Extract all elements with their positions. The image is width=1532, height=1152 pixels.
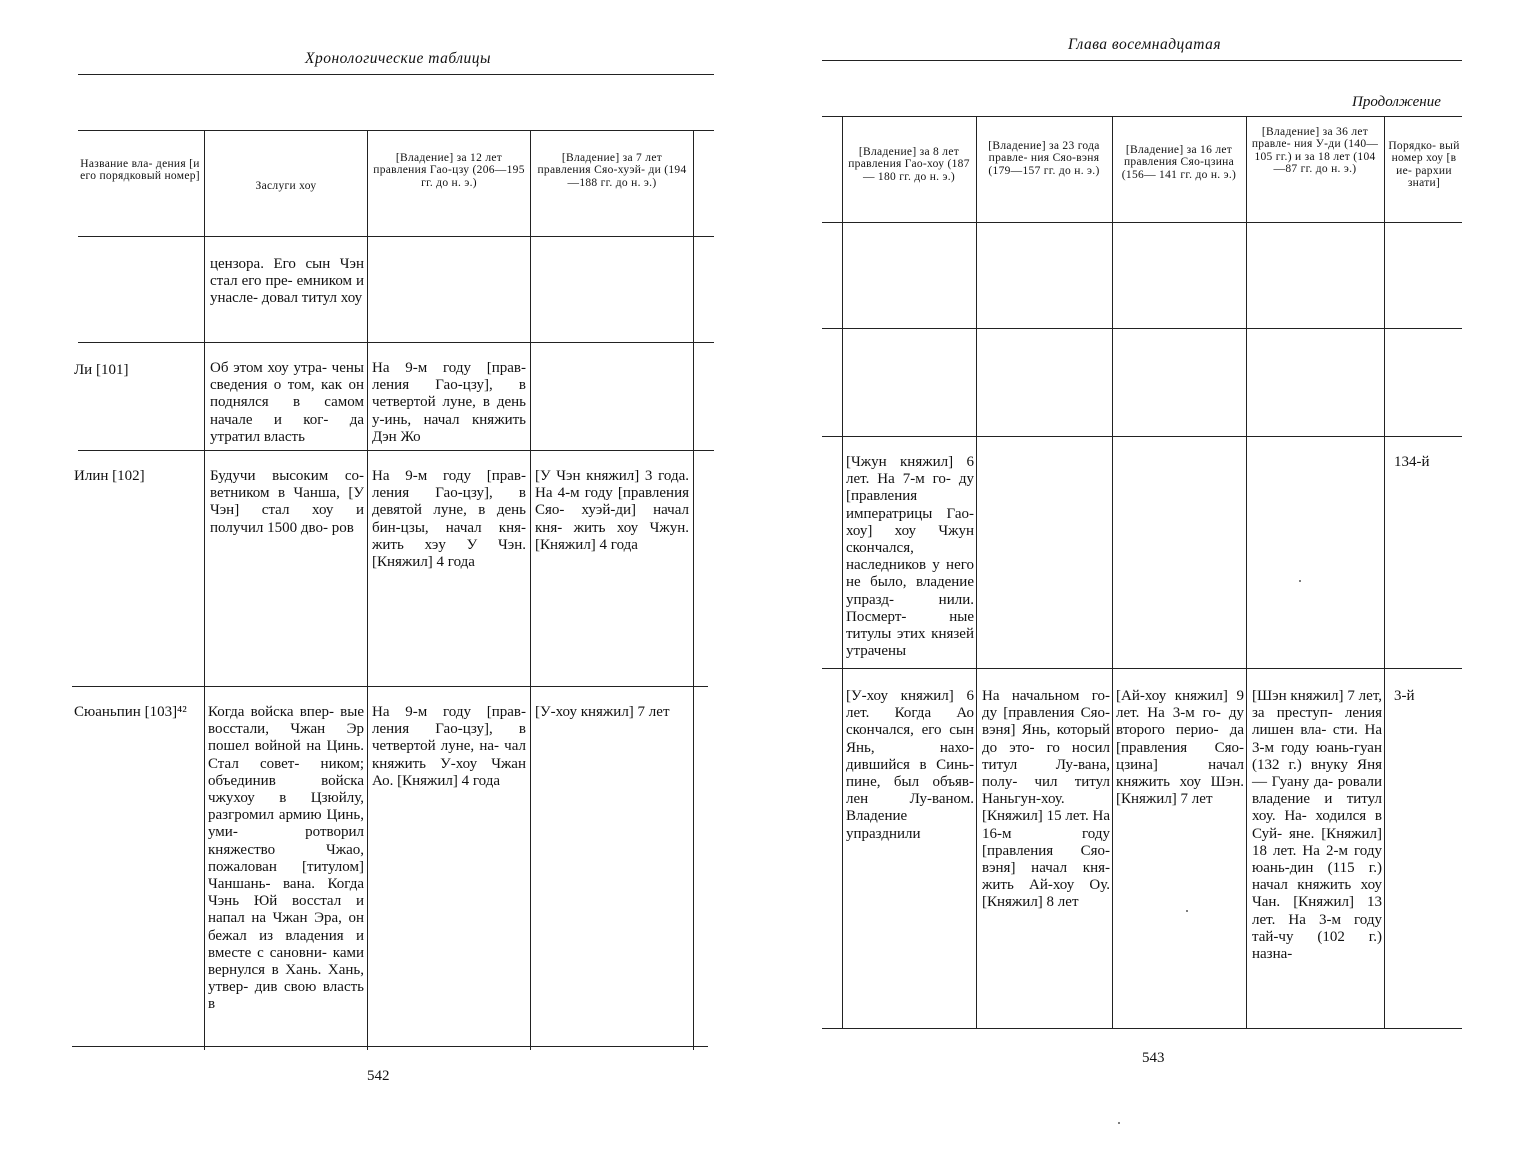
cell-gaohou-3: [У-хоу княжил] 6 лет. Когда Ао скончался, его сын Янь, нахо- дившийся в Синь- пине, был объяв- лен Лу-ваном. Владение упразднили [846, 688, 974, 842]
col-rule-right-4 [1384, 116, 1385, 1028]
header-xiaowen: [Владение] за 23 года правле- ния Сяо-вэня (179—157 гг. до н. э.) [988, 140, 1100, 177]
col-rule-right-1 [976, 116, 977, 1028]
page-number-right: 543 [1142, 1050, 1165, 1066]
cell-rank-2: 134-й [1394, 454, 1430, 470]
row-rule-left-3 [72, 686, 708, 687]
header-rule-left [78, 74, 714, 75]
running-head-right: Глава восемнадцатая [1068, 36, 1222, 53]
header-bottom-rule-left [78, 236, 714, 237]
row-rule-left-1 [78, 342, 714, 343]
col-rule-left-2 [367, 130, 368, 1050]
col-rule-left-1 [204, 130, 205, 1050]
cell-rank-3: 3-й [1394, 688, 1415, 704]
col-rule-left-3 [530, 130, 531, 1050]
header-gaohou: [Владение] за 8 лет правления Гао-хоу (187— 180 гг. до н. э.) [848, 146, 970, 183]
row-rule-right-1 [822, 328, 1462, 329]
row-rule-right-3 [822, 668, 1462, 669]
page-number-left: 542 [367, 1068, 390, 1084]
table-top-rule-right [822, 116, 1462, 117]
cell-xiaohuidi-3: [У-хоу княжил] 7 лет [535, 704, 670, 720]
cell-name-1: Ли [101] [74, 362, 129, 378]
header-merits: Заслуги хоу [255, 180, 317, 192]
table-bottom-rule-left [72, 1046, 708, 1047]
cell-gaozu-3: На 9-м году [прав- ления Гао-цзу], в четвертой луне, на- чал княжить У-хоу Чжан Ао. [Княжил] 4 года [372, 704, 526, 789]
cell-xiaojing-3: [Ай-хоу княжил] 9 лет. На 3-м го- ду второго перио- да [правления Сяо-цзина] начал княжить хоу Шэн. [Княжил] 7 лет [1116, 688, 1244, 808]
table-bottom-rule-right [822, 1028, 1462, 1029]
print-speck [1186, 910, 1188, 912]
header-xiaohuidi: [Владение] за 7 лет правления Сяо-хуэй- ди (194—188 гг. до н. э.) [537, 152, 687, 189]
header-rule-right [822, 60, 1462, 61]
cell-merits-1: Об этом хоу утра- чены сведения о том, как он поднялся в самом начале и ког- да утратил власть [210, 360, 364, 445]
row-rule-left-2 [78, 450, 714, 451]
header-xiaojing: [Владение] за 16 лет правления Сяо-цзина (156— 141 гг. до н. э.) [1121, 144, 1237, 181]
header-name: Название вла- дения [и его порядковый номер] [80, 158, 200, 183]
cell-merits-0: цензора. Его сын Чэн стал его пре- емником и унасле- довал титул хоу [210, 256, 364, 307]
col-rule-right-3 [1246, 116, 1247, 1028]
cell-merits-3: Когда войска впер- вые восстали, Чжан Эр пошел войной на Цинь. Стал совет- ником; объединив войска чжухоу в Цзюйлу, разгромил армию Цинь, уми- ротворил княжество Чжао, пожалован [титулом] Чаншань- вана. Когда Чэнь Юй восстал и напал на Чжан Эра, он бежал из владения и вместе с сановни- ками вернулся в Хань. Хань, утвер- див свою власть в [208, 704, 364, 1013]
col-rule-left-4 [693, 130, 694, 1050]
cell-gaozu-1: На 9-м году [прав- ления Гао-цзу], в четвертой луне, в день у-инь, начал княжить Дэн Жо [372, 360, 526, 445]
cell-name-3: Сюаньпин [103]⁴² [74, 704, 187, 720]
print-speck [1118, 1122, 1120, 1124]
continuation-label: Продолжение [1352, 94, 1441, 110]
right-page [766, 0, 1532, 1152]
header-wudi: [Владение] за 36 лет правле- ния У-ди (140—105 гг.) и за 18 лет (104—87 гг. до н. э.) [1251, 126, 1379, 176]
header-gaozu: [Владение] за 12 лет правления Гао-цзу (206—195 гг. до н. э.) [373, 152, 525, 189]
cell-merits-2: Будучи высоким со- ветником в Чанша, [У Чэн] стал хоу и получил 1500 дво- ров [210, 468, 364, 536]
cell-xiaohuidi-2: [У Чэн княжил] 3 года. На 4-м году [правления Сяо- хуэй-ди] начал кня- жить хоу Чжун. [Княжил] 4 года [535, 468, 689, 553]
header-bottom-rule-right [822, 222, 1462, 223]
row-rule-right-2 [822, 436, 1462, 437]
header-rank: Порядко- вый номер хоу [в ие- рархии знати] [1388, 140, 1460, 190]
cell-gaozu-2: На 9-м году [прав- ления Гао-цзу], в девятой луне, в день бин-цзы, начал кня- жить хэу У Чэн. [Княжил] 4 года [372, 468, 526, 571]
print-speck [1299, 580, 1301, 582]
cell-gaohou-2: [Чжун княжил] 6 лет. На 7-м го- ду [правления императрицы Гао-хоу] хоу Чжун скончался, наследников у него не было, владение упразд- нили. Посмерт- ные титулы этих князей утрачены [846, 454, 974, 660]
col-rule-right-2 [1112, 116, 1113, 1028]
cell-wudi-3: [Шэн княжил] 7 лет, за преступ- ления лишен вла- сти. На 3-м году юань-гуан (132 г.) внуку Яня — Гуану да- ровали владение и титул хоу. На- ходился в Суй- яне. [Княжил] 18 лет. На 2-м году юань-дин (115 г.) начал княжить хоу Чан. [Княжил] 13 лет. На 3-м году тай-чу (102 г.) назна- [1252, 688, 1382, 963]
cell-xiaowen-3: На начальном го- ду [правления Сяо-вэня] Янь, который до это- го носил титул Лу-вана, полу- чил титул Наньгун-хоу. [Княжил] 15 лет. На 16-м году [правления Сяо- вэня] начал кня- жить Ай-хоу Оу. [Княжил] 8 лет [982, 688, 1110, 911]
col-rule-right-0 [842, 116, 843, 1028]
cell-name-2: Илин [102] [74, 468, 145, 484]
left-page [0, 0, 760, 1152]
table-top-rule-left [78, 130, 714, 131]
running-head-left: Хронологические таблицы [305, 50, 492, 67]
